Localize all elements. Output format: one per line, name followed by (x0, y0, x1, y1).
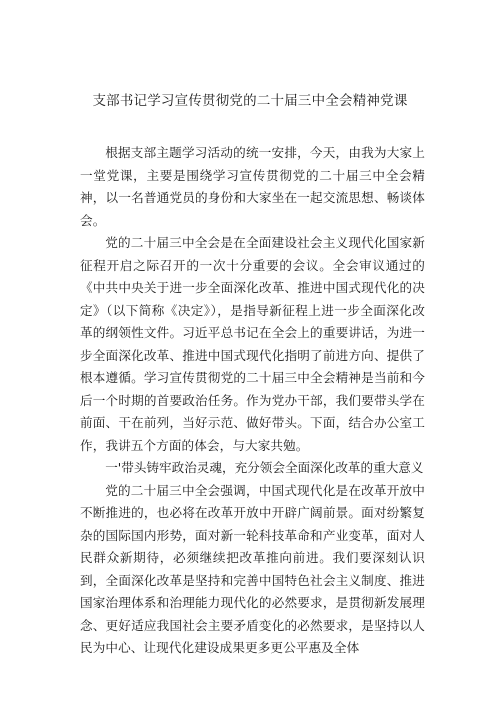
document-body (80, 142, 425, 660)
section-paragraph: 党的二十届三中全会强调，中国式现代化是在改革开放中不断推进的，也必将在改革开放中开辟广阔前景。面对纷繁复杂的国际国内形势，面对新一轮科技革命和产业变革，面对人民群众新期待，必须继续把改革推向前进。我们要深刻认识到，全面深化改革是坚持和完善中国特色社会主义制度、推进国家治理体系和治理能力现代化的必然要求，是贯彻新发展理念、更好适应我国社会主要矛盾变化的必然要求，是坚持以人民为中心、让现代化建设成果更多更公平惠及全体 (80, 482, 425, 655)
document-title: 支部书记学习宣传贯彻党的二十届三中全会精神党课 (92, 93, 408, 109)
section-heading: 一'带头铸牢政治灵魂，充分领会全面深化改革的重大意义 (105, 460, 424, 475)
intro-paragraph: 根据支部主题学习活动的统一安排，今天，由我为大家上一堂党课，主要是围绕学习宣传贯彻党的二十届三中全会精神，以一名普通党员的身份和大家坐在一起交流思想、畅谈体会。 (80, 145, 425, 228)
background-paragraph: 党的二十届三中全会是在全面建设社会主义现代化国家新征程开启之际召开的一次十分重要的会议。全会审议通过的《中共中央关于进一步全面深化改革、推进中国式现代化的决定》（以下简称《决定》），是指导新征程上进一步全面深化改革的纲领性文件。习近平总书记在全会上的重要讲话，为进一步全面深化改革、推进中国式现代化指明了前进方向、提供了根本遵循。学习宣传贯彻党的二十届三中全会精神是当前和今后一个时期的首要政治任务。作为党办干部，我们要带头学在前面、干在前列，当好示范、做好带头。下面，结合办公室工作，我讲五个方面的体会，与大家共勉。 (80, 235, 425, 453)
